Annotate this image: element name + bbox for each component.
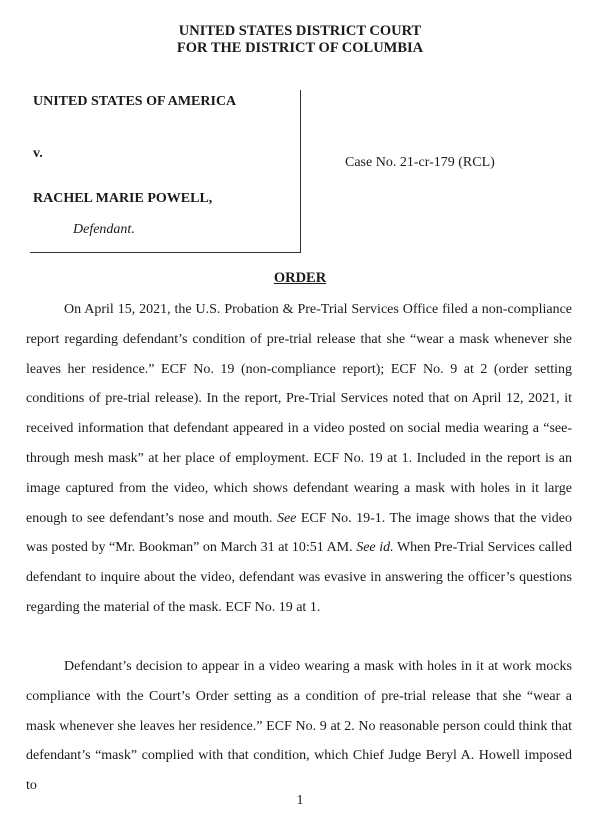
citation-signal: See [276,510,297,526]
paragraph-1-text: On April 15, 2021, the U.S. Probation & Pre-Trial Services Office filed a non-compliance report regarding defendant’s condition of pre-trial release that she “wear a mask whenever she leaves her residence.” ECF No. 19 (non-compliance report); ECF No. 9 at 2 (order setting conditions of pre-trial release). In the report, Pre-Trial Services noted that on April 12, 2021, it received information that defendant appeared in a video posted on social media wearing a “see-through mesh mask” at her place of employment. ECF No. 19 at 1. Included in the report is an image captured from the video, which shows defendant wearing a mask with holes in it large enough to see defendant’s nose and mouth. [26,302,572,526]
paragraph-1-text: When Pre-Trial Services called defendant to inquire about the video, defendant was evasive in answering the officer’s questions regarding the material of the mask. ECF No. 19 at 1. [26,540,572,615]
court-name: UNITED STATES DISTRICT COURT [178,23,422,39]
defendant-role: Defendant. [73,222,135,237]
paragraph-1 [26,295,572,623]
case-number: Case No. 21-cr-179 (RCL) [345,155,495,170]
order-title: ORDER [273,270,327,286]
versus-label: v. [33,146,43,161]
paragraph-1-text: ECF No. 19-1. The image shows that the video was posted by “Mr. Bookman” on March 31 at 10:51 AM. [26,510,573,556]
court-heading [0,23,600,57]
court-district: FOR THE DISTRICT OF COLUMBIA [176,40,424,56]
citation-signal: See id. [356,540,394,556]
plaintiff-name: UNITED STATES OF AMERICA [33,94,237,109]
case-caption-box [30,90,301,253]
defendant-name: RACHEL MARIE POWELL, [33,191,213,206]
page-number: 1 [296,793,304,808]
paragraph-2: Defendant’s decision to appear in a video wearing a mask with holes in it at work mocks compliance with the Court’s Order setting as a condition of pre-trial release that she “wear a mask whenever she leaves her residence.” ECF No. 9 at 2. No reasonable person could think that defendant’s “mask” complied with that condition, which Chief Judge Beryl A. Howell imposed to [26,659,572,794]
